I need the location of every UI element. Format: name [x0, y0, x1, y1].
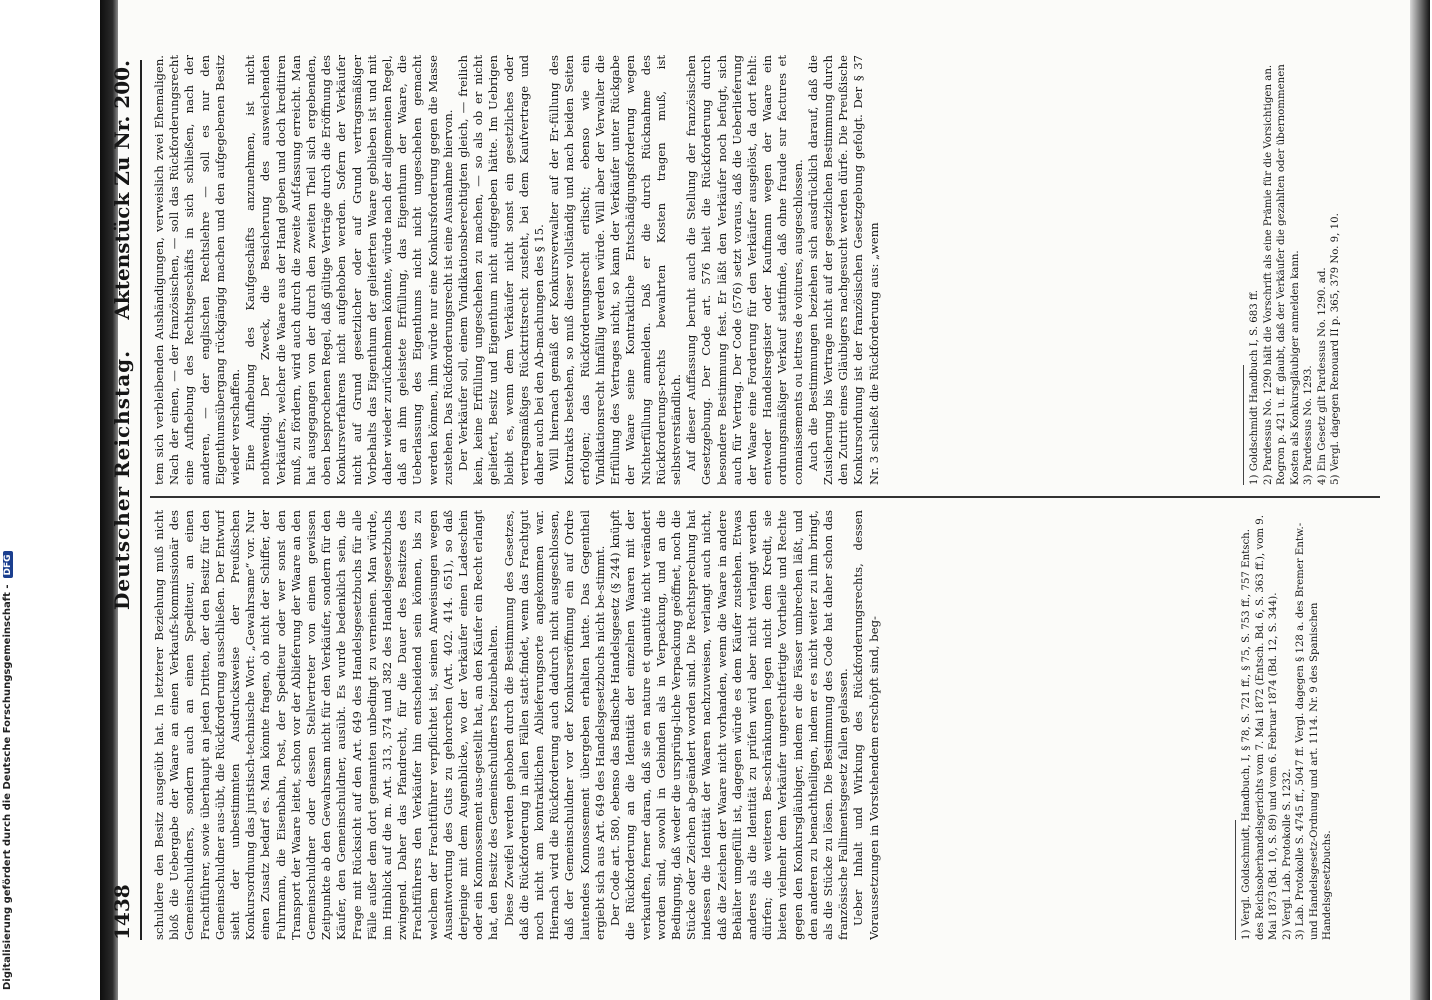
- footnote: 2) Vergl. Lab. Protokolle S. 1232.: [1281, 768, 1293, 940]
- footnote: 5) Vergl. dagegen Renouard II p. 365, 379 No. 9, 10.: [1330, 213, 1341, 485]
- column-divider: [150, 496, 1380, 498]
- footnote: 1) Vergl. Goldschmidt, Handbuch, I, § 78, S. 721 ff., § 75, S. 753 ff., 757 Entsch. des Reichsoberhandelsgerichts vom 7. Mai 1872 (Entsch. Bd. 6, S. 363 ff.), vom 9. Mai 1873 (Bd. 10, S. 89) und vom 6. Februar 1874 (Bd. 12, S. 344).: [1241, 515, 1279, 940]
- footnote: 3) Lab. Protokolle S. 4745 ff., 5047 ff. Vergl. dagegen § 128 a. des Bremer Entw.- und Handelsgesetz-Ordnung und art. 1114. Nr. 9 des Spanischen Handelsgesetzbuchs.: [1295, 522, 1333, 940]
- paragraph: Diese Zweifel werden gehoben durch die Bestimmung des Gesetzes, daß die Rückforderung in allen Fällen statt-findet, wenn das Frachtgut noch nicht am kontraktlichen Ablieferungsorte angekommen war. Hiernach wird die Rückforderung auch dadurch nicht ausgeschlossen, daß der Gemeinschuldner vor der Konkurseröffnung ein auf Ordre lautendes Konnossement übergeben erhalten hatte. Das Gegentheil ergiebt sich aus Art. 649 des Handelsgesetzbuchs nicht be-stimmt.: [501, 510, 607, 940]
- paragraph: Will hiernach gemäß der Konkursverwalter auf der Er-füllung des Kontrakts bestehen, so muß dieser vollständig und nach beiden Seiten erfolgen; das Rückforderungsrecht erlischt; ebenso wie ein Vindikationsrecht hinfällig werden würde. Will aber der Verwalter die Erfüllung des Vertrages nicht, so kann der Verkäufer unter Rückgabe der Waare seine Kontraktliche Entschädigungsforderung wegen Nichterfüllung anmelden. Daß er die durch Rücknahme des Rückforderungs-rechts bewahrten Kosten tragen muß, ist selbstverständlich.: [547, 55, 683, 485]
- journal-title: Deutscher Reichstag.: [110, 349, 134, 610]
- dfg-logo: DFG: [3, 551, 13, 578]
- footnote: 2) Pardessus No. 1290 hält die Vorschrift als eine Prämie für die Vorsichtigen an. Rogron p. 421 u. ff. glaubt, daß der Verkäufer die gezahlten oder übernommenen Kosten als Konkursgläubiger anmelden kann.: [1262, 64, 1301, 485]
- paragraph: Der Code art. 580, ebenso das Badische Handelsgesetz (§ 244) knüpft die Rückforderung an die Identität der einzelnen Waaren mit der verkauften, ferner daran, daß sie en nature et quantité nicht verändert worden sind, sowohl in Gebinden als in Verpackung, und an die Bedingung, daß weder die ursprüng-liche Verpackung geöffnet, noch die Stücke oder Zeichen ab-geändert worden sind. Die Rechtsprechung hat indessen die Identität der Waaren nachzuweisen, verlangt auch nicht, daß die Zeichen der Waare nicht vorhanden, wenn die Waare in andere Behälter umgefüllt ist, dagegen würde es dem Käufer zustehen. Etwas anderes als die Identität zu prüfen wird aber nicht verlangt werden dürfen; die weiteren Be-schränkungen legen nicht dem Kredit, sie bieten vielmehr dem Verkäufer ungerechtfertigte Vortheile und Rechte gegen den Konkursgläubiger, indem er die Fässer umbrechen läßt, und den anderen zu benachtheiligen, indem er es nicht weiter zu ihm bringt, als die Stücke zu lösen. Die Bestimmung des Code hat daher schon das französische Fallimentsgesetz fallen gelassen.: [608, 510, 851, 940]
- right-text-column: [152, 55, 1367, 485]
- digitization-credit: [2, 554, 13, 990]
- paragraph: tem sich verbleibenden Aushändigungen, verweislich zwei Ehemaligen. Nach der einen, — der französischen, — soll das Rückforderungsrecht eine Aufhebung des Rechtsgeschäfts in sich schließen, nach der anderen, — der englischen Rechtslehre — soll es nur den Eigenthumsübergang rückgängig machen und den aufgegebenen Besitz wieder verschaffen.: [152, 55, 243, 485]
- scanned-page: [100, 0, 1430, 1000]
- footnote-separator: [1235, 820, 1236, 940]
- footnote: 3) Pardessus No. 1293.: [1303, 365, 1314, 485]
- left-footnotes: [1240, 510, 1335, 940]
- page-header: [106, 60, 142, 940]
- footnote-separator: [1243, 365, 1244, 485]
- paragraph: Ueber Inhalt und Wirkung des Rückforderungsrechts, dessen Voraussetzungen in Vorstehendem erschöpft sind, beg-: [851, 510, 881, 940]
- paragraph: schuldere den Besitz ausgeübt hat. In letzterer Beziehung muß nicht bloß die Uebergabe der Waare an einen Verkaufs-kommissionär des Gemeinschuldners, sondern auch an einen Spediteur, an einen Frachtführer, sowie überhaupt an jeden Dritten, der den Besitz für den Gemeinschuldner aus-übt, die Rückforderung ausschließen. Der Entwurf sieht der unbestimmten Ausdrucksweise der Preußischen Konkursordnung das juristisch-technische Wort: „Gewahrsame“ vor. Nur einen Zusatz bedarf es. Man könnte fragen, ob nicht der Schiffer, der Fuhrmann, die Eisenbahn, Post, der Spediteur oder wer sonst den Transport der Waare leitet, schon vor der Ablieferung der Waare an den Gemeinschuldner oder dessen Stellvertreter von einem gewissen Zeitpunkte ab den Gewahrsam nicht für den Verkäufer, sondern für den Käufer, den Gemeinschuldner, ausübt. Es wurde bedenklich sein, die Frage mit Rücksicht auf den Art. 649 des Handelsgesetzbuchs für alle Fälle außer dem dort genannten unbedingt zu verneinen. Man würde, im Hinblick auf die m. Art. 313, 374 und 382 des Handelsgesetzbuchs zwingend. Daher das Pfandrecht, für die Dauer des Besitzes des Frachtführers den Verkäufer hin entscheidend sein können, bis zu welchem der Frachtführer verpflichtet ist, seinen Anweisungen wegen Ausantwortung des Guts zu gehorchen (Art. 402. 414. 651), so daß derjenige mit dem Augenblicke, wo der Verkäufer einen Ladeschein oder ein Konnossement aus-gestellt hat, an den Käufer ein Recht erlangt hat, den Besitz des Gemeinschuldners beizubehalten.: [152, 510, 501, 940]
- issue-label: Aktenstück Zu Nr. 200.: [110, 60, 134, 320]
- paragraph: Auf dieser Auffassung beruht auch die Stellung der französischen Gesetzgebung. Der Code art. 576 hielt die Rückforderung durch besondere Bestimmung fest. Er läßt den Verkäufer noch befugt, sich auch für Vertrag. Der Code (576) setzt voraus, daß die Ueberlieferung der Waare eine Forderung für den Verkäufer ausgelöst, da dort fehlt: entweder Handelsregister oder Kaufmann wegen der Waare ein ordnungsmäßiger Verkauf stattfinde, daß ohne fraude sur factures et connaissements ou lettres de voitures, ausgeschlossen.: [684, 55, 805, 485]
- left-text-column: [152, 510, 1367, 940]
- page-number: 1438: [110, 884, 134, 940]
- paragraph: Auch die Bestimmungen beziehen sich ausdrücklich darauf, daß die Zusicherung bis Vertrage nicht auf der gesetzlichen Bestimmung durch den Zutritt eines Gläubigers nachgesucht werden dürfe. Die Preußische Konkursordnung ist der französischen Gesetzgebung gefolgt. Der § 37 Nr. 3 schließt die Rückforderung aus: „wenn: [805, 55, 881, 485]
- credit-text: Digitalisierung gefördert durch die Deutsche Forschungsgemeinschaft -: [2, 584, 13, 990]
- footnote: 1) Goldschmidt Handbuch I, S. 683 ff.: [1249, 289, 1260, 485]
- paragraph: Der Verkäufer soll, einem Vindikationsberechtigten gleich, — freilich kein, keine Erfüllung ungeschehen zu machen, — so als ob er nicht geliefert, Besitz und Eigenthum nicht aufgegeben hätte. Im Uebrigen bleibt es, wenn dem Verkäufer nicht sonst ein gesetzliches oder vertragsmäßiges Rücktrittsrecht zusteht, bei dem Kaufvertrage und daher auch bei den Ab-machungen des § 15.: [456, 55, 547, 485]
- footnote: 4) Ein Gesetz gilt Pardessus No. 1290. ad.: [1316, 267, 1328, 485]
- paragraph: Eine Aufhebung des Kaufgeschäfts anzunehmen, ist nicht nothwendig. Der Zweck, die Besicherung des ausweichenden Verkäufers, welcher die Waare aus der Hand geben und doch kreditiren muß, zu fördern, wird auch durch die zweite Auf-fassung erreicht. Man hat ausgegangen von der durch den zweiten Theil sich ergebenden, oben besprochenen Regel, daß gültige Verträge durch die Eröffnung des Konkursverfahrens nicht aufgehoben werden. Sofern der Verkäufer nicht auf Grund gesetzlicher oder auf Grund vertragsmäßiger Vorbehalts das Eigenthum der gelieferten Waare geblieben ist und mit daher wieder zurücknehmen könnte, würde nach der allgemeinen Regel, daß an ihm geleistete Erfüllung, das Eigenthum der Waare, die Ueberlassung des Eigenthums nicht nicht ungeschehen gemacht werden können, ihm würde nur eine Konkursforderung gegen die Masse zustehen. Das Rückforderungsrecht ist eine Ausnahme hiervon.: [243, 55, 455, 485]
- scan-bottom-edge: [1410, 0, 1430, 1000]
- right-footnotes: [1248, 55, 1343, 485]
